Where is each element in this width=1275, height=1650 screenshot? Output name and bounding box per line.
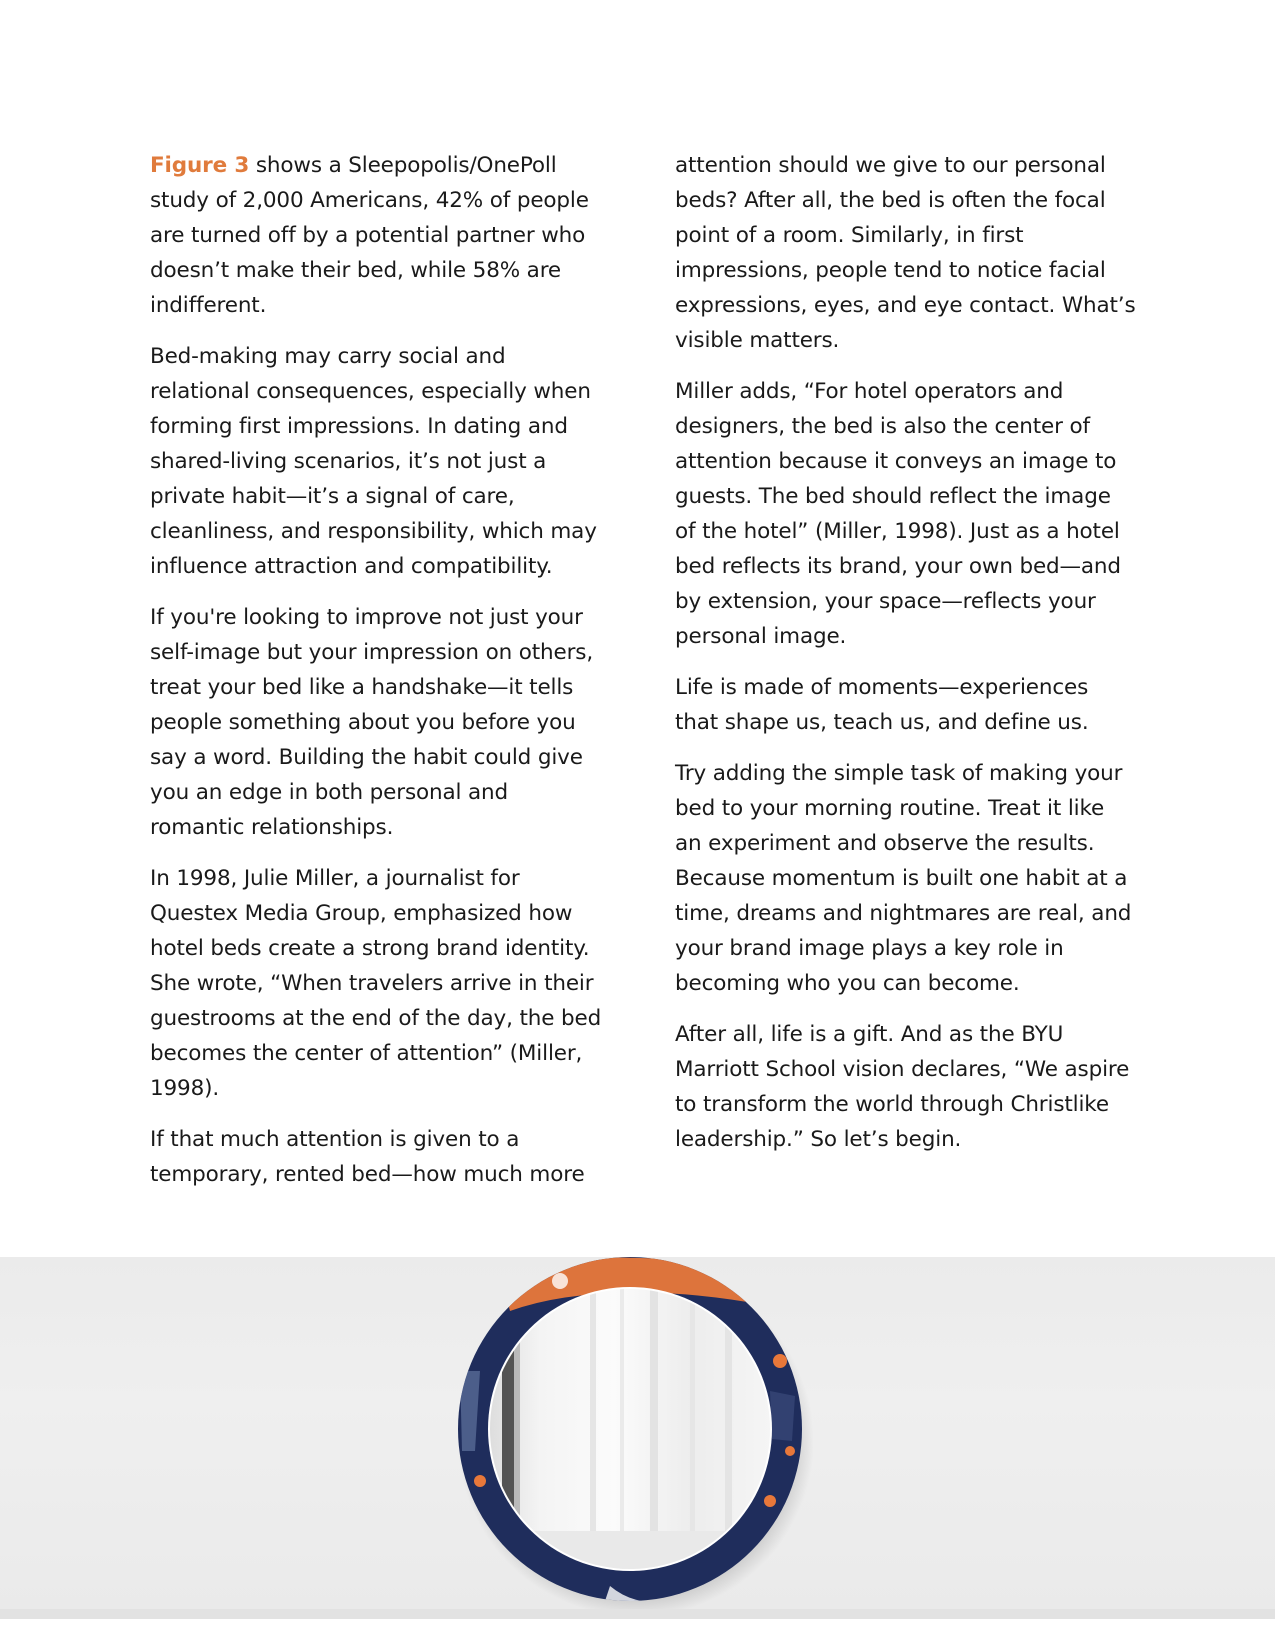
paragraph-handshake: If you're looking to improve not just your self-image but your impression on others, treat your bed like a handshake—it tells people something about you before you say a word. Building the habit could give you an edge in both personal and romantic relationships.	[150, 605, 593, 840]
paragraph-julie-miller: In 1998, Julie Miller, a journalist for Questex Media Group, emphasized how hotel beds create a strong brand identity. She wrote, “When travelers arrive in their guestrooms at the end of the day, the bed becomes the center of attention” (Miller, 1998).	[150, 866, 602, 1101]
right-column	[675, 148, 1137, 1173]
round-mirror-icon	[440, 1257, 820, 1619]
mirror-photo	[0, 1257, 1275, 1619]
paragraph-personal-beds: attention should we give to our personal beds? After all, the bed is often the focal point of a room. Similarly, in first impressions, people tend to notice facial expressions, eyes, and eye contact. What’s visible matters.	[675, 153, 1136, 353]
figure-3-reference[interactable]: Figure 3	[150, 153, 250, 178]
paragraph-bed-making-social: Bed-making may carry social and relational consequences, especially when forming first impressions. In dating and shared-living scenarios, it’s not just a private habit—it’s a signal of care, cleanliness, and responsibility, which may influence attraction and compatibility.	[150, 344, 597, 579]
paragraph-text: shows a Sleepopolis/OnePoll study of 2,000 Americans, 42% of people are turned off by a potential partner who doesn’t make their bed, while 58% are indifferent.	[150, 153, 589, 318]
left-column	[150, 148, 602, 1208]
paragraph-miller-adds: Miller adds, “For hotel operators and designers, the bed is also the center of attention because it conveys an image to guests. The bed should reflect the image of the hotel” (Miller, 1998). Just as a hotel bed reflects its brand, your own bed—and by extension, your space—reflects your personal image.	[675, 379, 1121, 649]
paragraph-temporary-bed: If that much attention is given to a temporary, rented bed—how much more	[150, 1127, 585, 1187]
photo-floor	[0, 1609, 1275, 1619]
paragraph-morning-routine: Try adding the simple task of making your bed to your morning routine. Treat it like an experiment and observe the results. Because momentum is built one habit at a time, dreams and nightmares are real, and your brand image plays a key role in becoming who you can become.	[675, 761, 1132, 996]
paragraph-figure-3	[150, 148, 602, 323]
paragraph-life-is-gift: After all, life is a gift. And as the BYU Marriott School vision declares, “We aspire to transform the world through Christlike leadership.” So let’s begin.	[675, 1022, 1130, 1152]
paragraph-life-moments: Life is made of moments—experiences that shape us, teach us, and define us.	[675, 675, 1089, 735]
